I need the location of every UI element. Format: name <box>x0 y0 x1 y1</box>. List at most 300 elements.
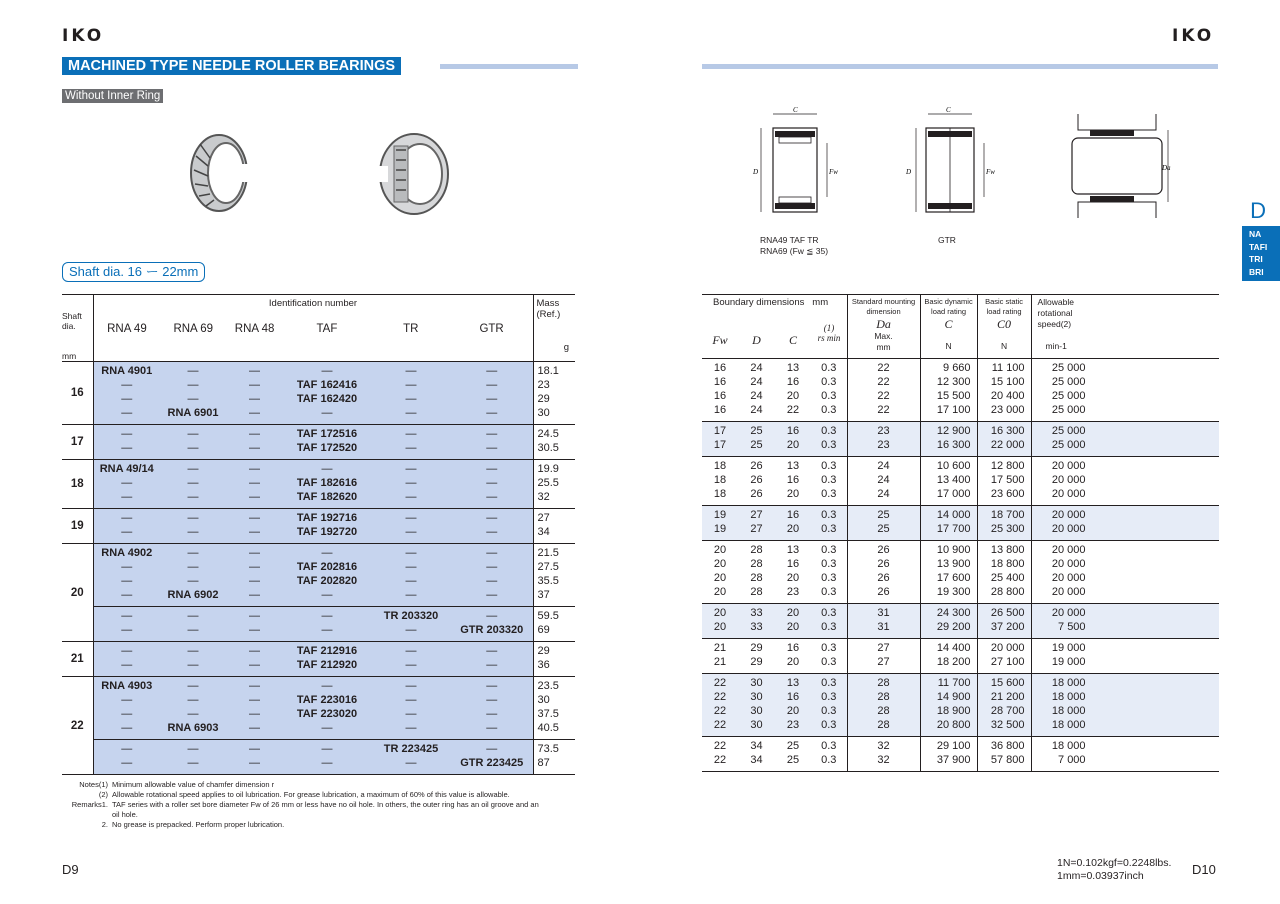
note-line <box>62 810 582 820</box>
ident-value: RNA 6903 <box>167 722 219 734</box>
left-table-col-cell <box>160 544 226 607</box>
spec-value: 25 400 <box>990 572 1025 584</box>
spec-value: 18 <box>713 488 727 500</box>
spec-value: 16 300 <box>990 425 1025 437</box>
spec-value: 25 <box>750 425 763 437</box>
right-table-col-cell <box>811 457 847 506</box>
spec-value: 24 <box>750 404 763 416</box>
spec-value: 0.3 <box>821 621 837 633</box>
spec-value: 20 <box>713 607 727 619</box>
right-table-col-cell <box>702 422 738 457</box>
col-Fw: Fw <box>712 333 728 347</box>
ident-value: — <box>486 442 498 454</box>
note-text: oil hole. <box>112 810 138 819</box>
right-table-col-cell <box>738 541 775 604</box>
spec-value: 27 <box>750 523 763 535</box>
spec-value: 0.3 <box>821 488 837 500</box>
left-table-col-cell <box>283 544 371 607</box>
boundary-title <box>702 295 847 308</box>
ident-value: — <box>486 680 498 692</box>
col-gtr: GTR <box>479 323 504 335</box>
label-D: D <box>753 168 759 176</box>
spec-value: 21 <box>713 656 727 668</box>
spec-value: 23 000 <box>990 404 1025 416</box>
ident-value: TAF 212920 <box>296 659 358 671</box>
col-Da-max: Max. <box>874 331 893 341</box>
right-table-col-cell <box>977 422 1031 457</box>
right-table-col-cell <box>920 541 977 604</box>
note-label: (2) <box>98 790 108 799</box>
spec-value: 37 900 <box>936 754 971 766</box>
ident-value: TAF 162420 <box>296 393 358 405</box>
left-table-col-cell <box>283 607 371 642</box>
boundary-subheaders <box>702 323 847 348</box>
ident-value: — <box>321 757 333 769</box>
ident-value: — <box>249 379 260 391</box>
spec-value: 24 300 <box>936 607 971 619</box>
section-tab-na[interactable]: NA <box>1249 229 1262 239</box>
title-rule <box>440 64 578 69</box>
ident-value: — <box>249 610 260 622</box>
spec-value: 15 600 <box>990 677 1025 689</box>
right-title-rule <box>702 64 1218 69</box>
shaft-col-header <box>62 295 93 362</box>
right-table-col-cell <box>738 457 775 506</box>
mass-header-text: Mass <box>536 298 560 309</box>
spec-value: 13 400 <box>936 474 971 486</box>
left-table-col-cell <box>226 740 283 775</box>
right-table-col-cell <box>811 359 847 422</box>
right-table-col-cell <box>847 422 920 457</box>
ident-value: — <box>405 680 417 692</box>
ident-value: TAF 172516 <box>296 428 358 440</box>
left-bearing-table <box>62 294 575 775</box>
ident-value: — <box>121 407 133 419</box>
ident-value: — <box>187 659 199 671</box>
spec-value: 22 <box>713 719 727 731</box>
diagram-caption-left <box>760 235 828 257</box>
dyn-text-2: load rating <box>931 307 967 316</box>
right-table-col-cell <box>775 674 811 737</box>
bearing-photo-1 <box>186 128 256 218</box>
spec-value: 26 <box>750 488 763 500</box>
section-tabs <box>1242 226 1280 281</box>
spec-value: 0.3 <box>821 656 837 668</box>
right-table-group <box>702 737 1219 772</box>
ident-value: RNA 49/14 <box>99 463 154 475</box>
spec-value: 33 <box>750 607 763 619</box>
right-table-col-cell <box>977 457 1031 506</box>
spec-value: 23 <box>786 586 800 598</box>
left-table-col-cell <box>226 362 283 425</box>
ident-subheaders <box>94 323 533 335</box>
ident-value: — <box>249 645 260 657</box>
spec-value: 22 <box>713 705 727 717</box>
ident-value: TAF 162416 <box>296 379 358 391</box>
col-rna48: RNA 48 <box>234 323 275 335</box>
right-table-col-cell <box>738 422 775 457</box>
ident-value: — <box>249 547 260 559</box>
left-table-col-cell <box>533 607 575 642</box>
ident-value: — <box>249 708 260 720</box>
mm-header-text: mm <box>62 351 77 361</box>
mass-value: 19.9 <box>537 463 559 475</box>
spec-value: 16 <box>786 474 800 486</box>
left-table-col-cell <box>283 425 371 460</box>
spec-value: 20 <box>713 558 727 570</box>
right-table-group <box>702 639 1219 674</box>
spec-value: 30 <box>750 691 763 703</box>
left-table-col-cell <box>226 677 283 740</box>
spec-value: 12 900 <box>936 425 971 437</box>
note-label: Remarks1. <box>71 800 108 809</box>
ident-value: — <box>121 477 133 489</box>
ident-value: TAF 192716 <box>296 512 358 524</box>
spd-text-1: Allowable <box>1037 297 1074 307</box>
ident-value: — <box>486 561 498 573</box>
left-table-col-cell <box>93 544 160 607</box>
spec-value: 16 <box>786 509 800 521</box>
ident-value: RNA 6901 <box>167 407 219 419</box>
left-table-col-cell <box>371 642 451 677</box>
ident-value: TAF 223020 <box>296 708 358 720</box>
left-table-group <box>62 740 575 775</box>
spec-value: 15 500 <box>936 390 971 402</box>
spec-value: 0.3 <box>821 586 837 598</box>
spec-value: 20 000 <box>990 642 1025 654</box>
spec-value: 11 100 <box>991 362 1025 374</box>
ident-value: — <box>187 624 199 636</box>
right-table-col-cell <box>847 639 920 674</box>
spec-value: 20 <box>786 439 800 451</box>
ident-value: — <box>486 477 498 489</box>
section-tab-tafi[interactable]: TAFI <box>1249 241 1268 252</box>
spec-value: 25 <box>877 523 890 535</box>
left-table-col-cell <box>451 362 533 425</box>
ident-value: TR 223425 <box>383 743 439 755</box>
right-table-col-cell <box>920 604 977 639</box>
spec-value: 19 <box>713 509 727 521</box>
left-table-col-cell <box>283 509 371 544</box>
ident-value: — <box>187 645 199 657</box>
spec-value: 30 <box>750 719 763 731</box>
label-Da: Da <box>1162 164 1171 172</box>
spec-value: 10 900 <box>936 544 971 556</box>
ident-value: TAF 223016 <box>296 694 358 706</box>
std-mount-header <box>847 295 920 359</box>
ident-value: — <box>486 379 498 391</box>
mass-value: 24.5 <box>537 428 559 440</box>
ident-value: — <box>321 624 333 636</box>
right-table-col-cell <box>977 506 1031 541</box>
ident-value: — <box>249 722 260 734</box>
left-table-col-cell <box>371 544 451 607</box>
ident-value: TAF 182620 <box>296 491 358 503</box>
spec-value: 22 000 <box>990 439 1025 451</box>
spec-value: 11 700 <box>937 677 971 689</box>
mass-value: 59.5 <box>537 610 559 622</box>
right-table-col-cell <box>1031 737 1219 772</box>
boundary-header <box>702 295 847 359</box>
ident-value: — <box>486 463 498 475</box>
note-text: No grease is prepacked. Perform proper lubrication. <box>112 820 285 829</box>
note-line <box>62 780 582 790</box>
left-table-col-cell <box>451 642 533 677</box>
ident-value: — <box>187 512 199 524</box>
spec-value: 28 <box>750 544 763 556</box>
col-tr: TR <box>403 323 419 335</box>
right-table-col-cell <box>702 541 738 604</box>
spec-value: 0.3 <box>821 642 837 654</box>
left-table-col-cell <box>283 642 371 677</box>
col-r-note: (1) <box>823 323 835 333</box>
spec-value: 26 <box>877 586 890 598</box>
ident-value: RNA 6902 <box>167 589 219 601</box>
col-spd-unit: min-1 <box>1045 341 1067 351</box>
ident-value: — <box>187 680 199 692</box>
ident-value: — <box>249 757 260 769</box>
ident-value: — <box>486 407 498 419</box>
ident-value: — <box>486 526 498 538</box>
spec-value: 0.3 <box>821 705 837 717</box>
spec-value: 20 000 <box>1051 544 1086 556</box>
ident-value: — <box>187 708 199 720</box>
ident-value: RNA 4902 <box>101 547 153 559</box>
spec-value: 25 300 <box>990 523 1025 535</box>
right-table-col-cell <box>811 674 847 737</box>
spec-value: 0.3 <box>821 754 837 766</box>
ident-value: — <box>405 575 417 587</box>
section-tab-bri[interactable]: BRI <box>1249 266 1264 277</box>
diagram-mounting <box>1068 110 1178 222</box>
right-table-col-cell <box>977 674 1031 737</box>
spec-value: 0.3 <box>821 425 837 437</box>
left-table-group <box>62 544 575 607</box>
spec-value: 28 <box>877 677 890 689</box>
spec-value: 22 <box>877 390 890 402</box>
spec-value: 16 <box>786 642 800 654</box>
ident-value: — <box>405 407 417 419</box>
right-table-group <box>702 604 1219 639</box>
left-table-col-cell <box>93 607 160 642</box>
spec-value: 0.3 <box>821 362 837 374</box>
subtitle-badge: Without Inner Ring <box>62 89 163 103</box>
ident-value: — <box>121 743 133 755</box>
spec-value: 32 500 <box>990 719 1025 731</box>
left-table-group <box>62 509 575 544</box>
ident-value: — <box>486 645 498 657</box>
spec-value: 20 <box>786 607 800 619</box>
spec-value: 22 <box>877 362 890 374</box>
spec-value: 17 <box>713 425 727 437</box>
spec-value: 21 <box>713 642 727 654</box>
spec-value: 20 <box>713 572 727 584</box>
ident-value: — <box>405 379 417 391</box>
spec-value: 25 000 <box>1051 425 1086 437</box>
right-table-col-cell <box>775 457 811 506</box>
shaft-dia-cell: 19 <box>62 509 93 544</box>
left-table-col-cell <box>226 642 283 677</box>
left-table-col-cell <box>451 607 533 642</box>
spec-value: 17 000 <box>936 488 971 500</box>
ident-value: — <box>187 365 199 377</box>
mass-value: 23.5 <box>537 680 559 692</box>
left-table-col-cell <box>451 425 533 460</box>
spec-value: 22 <box>713 677 727 689</box>
boundary-mm: mm <box>812 297 829 308</box>
left-table-col-cell <box>533 460 575 509</box>
left-table-col-cell <box>160 362 226 425</box>
spec-value: 30 <box>750 677 763 689</box>
spec-value: 16 <box>786 425 800 437</box>
ident-value: — <box>187 561 199 573</box>
ident-value: TAF 212916 <box>296 645 358 657</box>
ident-value: GTR 223425 <box>460 757 524 769</box>
note-line <box>62 790 582 800</box>
note-label <box>62 810 108 820</box>
ident-value: — <box>486 708 498 720</box>
spec-value: 37 200 <box>990 621 1025 633</box>
spec-value: 20 000 <box>1051 586 1086 598</box>
right-table-col-cell <box>977 639 1031 674</box>
spec-value: 0.3 <box>821 404 837 416</box>
right-table-col-cell <box>920 457 977 506</box>
section-letter: D <box>1250 198 1266 223</box>
spec-value: 28 <box>750 572 763 584</box>
spec-value: 20 <box>713 621 727 633</box>
spec-value: 20 000 <box>1051 523 1086 535</box>
ident-value: — <box>121 442 133 454</box>
shaft-dia-cell: 21 <box>62 642 93 677</box>
ident-value: — <box>249 526 260 538</box>
ident-value: — <box>121 722 133 734</box>
mass-value: 29 <box>537 645 550 657</box>
spec-value: 25 <box>786 754 800 766</box>
brand-logo: IKO <box>62 26 105 46</box>
left-table-col-cell <box>371 509 451 544</box>
spec-value: 13 <box>786 362 800 374</box>
spec-value: 33 <box>750 621 763 633</box>
shaft-dia-cell: 17 <box>62 425 93 460</box>
ident-value: — <box>321 589 333 601</box>
col-Da: Da <box>876 317 891 331</box>
ident-value: — <box>249 365 260 377</box>
spec-value: 20 <box>786 488 800 500</box>
spec-value: 12 800 <box>990 460 1025 472</box>
right-table-col-cell <box>847 737 920 772</box>
spec-value: 30 <box>750 705 763 717</box>
right-table-col-cell <box>775 737 811 772</box>
spec-value: 17 <box>713 439 727 451</box>
right-table-col-cell <box>811 639 847 674</box>
mass-value: 30 <box>537 694 550 706</box>
left-table-col-cell <box>226 509 283 544</box>
left-table-col-cell <box>283 740 371 775</box>
right-table-col-cell <box>847 674 920 737</box>
left-table-col-cell <box>371 425 451 460</box>
left-table-col-cell <box>283 460 371 509</box>
spec-value: 25 <box>750 439 763 451</box>
right-table-group <box>702 422 1219 457</box>
boundary-text: Boundary dimensions <box>713 297 805 308</box>
spec-value: 20 <box>786 705 800 717</box>
spec-value: 20 400 <box>990 390 1025 402</box>
ident-value: — <box>405 722 417 734</box>
left-table-col-cell <box>533 677 575 740</box>
ident-value: — <box>187 743 199 755</box>
spec-value: 19 300 <box>936 586 971 598</box>
spec-value: 18 900 <box>936 705 971 717</box>
spec-value: 14 900 <box>936 691 971 703</box>
section-tab-tri[interactable]: TRI <box>1249 254 1263 264</box>
spec-value: 0.3 <box>821 474 837 486</box>
ident-value: — <box>486 575 498 587</box>
left-table-col-cell <box>160 677 226 740</box>
mass-value: 27 <box>537 512 550 524</box>
ident-value: — <box>405 477 417 489</box>
spec-value: 15 100 <box>990 376 1025 388</box>
mass-value: 27.5 <box>537 561 559 573</box>
col-rna49: RNA 49 <box>107 323 147 335</box>
spec-value: 12 300 <box>936 376 971 388</box>
ident-value: — <box>187 477 199 489</box>
brand-logo-right: IKO <box>1172 26 1215 46</box>
ident-value: — <box>249 477 260 489</box>
std-text-1: Standard mounting <box>851 297 916 306</box>
spec-value: 31 <box>877 607 890 619</box>
ident-value: TAF 202820 <box>296 575 358 587</box>
ident-value: — <box>121 428 133 440</box>
spec-value: 23 600 <box>990 488 1025 500</box>
caption-rna49: RNA49 TAF TR <box>760 235 819 245</box>
right-table-col-cell <box>738 506 775 541</box>
spec-value: 28 <box>750 586 763 598</box>
col-taf: TAF <box>316 323 338 335</box>
spec-value: 17 600 <box>936 572 971 584</box>
ident-value: — <box>405 659 417 671</box>
ident-value: — <box>187 694 199 706</box>
mass-value: 73.5 <box>537 743 559 755</box>
diagram-gtr <box>900 104 1000 222</box>
spec-value: 0.3 <box>821 390 837 402</box>
label-Fw: Fw <box>829 168 838 176</box>
right-table-col-cell <box>738 674 775 737</box>
spec-value: 18 000 <box>1051 740 1086 752</box>
spec-value: 25 000 <box>1051 390 1086 402</box>
left-table-col-cell <box>533 362 575 425</box>
spec-value: 24 <box>877 474 890 486</box>
ident-value: — <box>405 512 417 524</box>
shaft-range-label: Shaft dia. 16 ー 22mm <box>62 262 205 282</box>
left-table-col-cell <box>371 362 451 425</box>
spec-value: 10 600 <box>936 460 971 472</box>
col-staC: C0 <box>997 317 1012 331</box>
left-table-col-cell <box>451 544 533 607</box>
spec-value: 28 800 <box>990 586 1025 598</box>
ident-value: — <box>121 575 133 587</box>
spec-value: 20 <box>786 390 800 402</box>
mass-value: 25.5 <box>537 477 559 489</box>
note-text: Minimum allowable value of chamfer dimension r <box>112 780 275 789</box>
ident-value: — <box>249 407 260 419</box>
ident-value: TAF 172520 <box>296 442 358 454</box>
left-table-group <box>62 460 575 509</box>
spec-value: 24 <box>877 460 890 472</box>
spec-value: 22 <box>877 404 890 416</box>
ident-value: — <box>249 743 260 755</box>
ident-value: — <box>405 561 417 573</box>
note-label: 2. <box>101 820 108 829</box>
